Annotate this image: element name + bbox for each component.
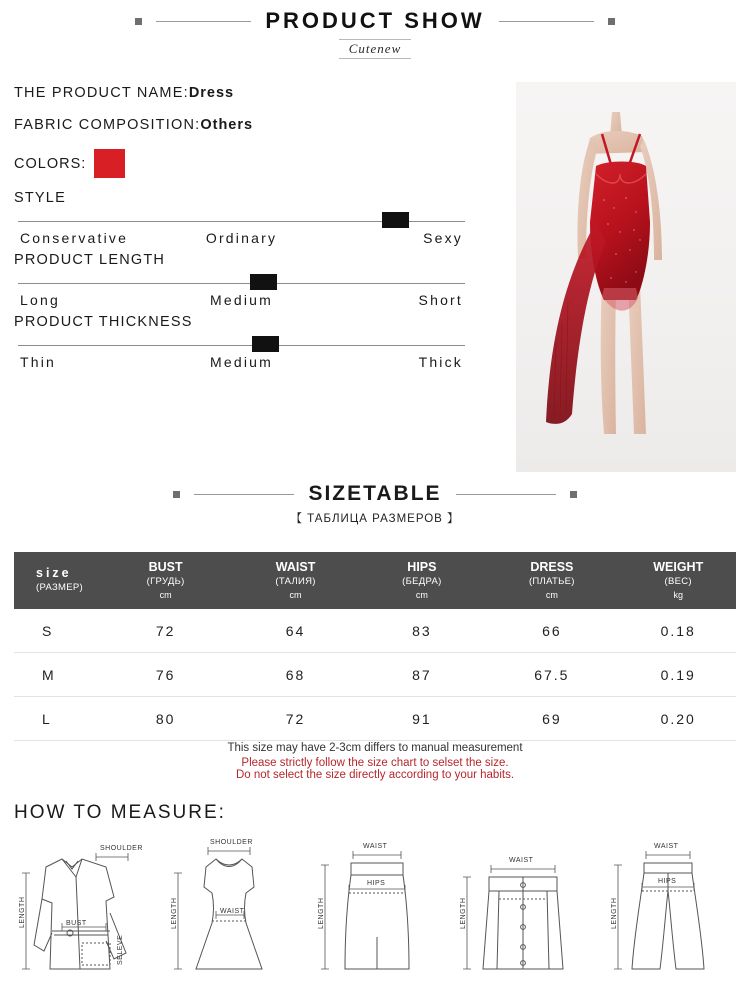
figure-mini-skirt: [453, 833, 593, 993]
group-options-style: [14, 228, 469, 246]
cell-size: M: [14, 652, 101, 696]
group-scale-thickness: [18, 332, 465, 352]
fabric-value: Others: [200, 117, 254, 133]
column-hips-unit: cm: [415, 589, 428, 600]
spec-group-style: [14, 190, 469, 246]
product-photo: [516, 82, 736, 472]
product-name-label: THE PRODUCT NAME:: [14, 85, 189, 101]
model-illustration: [516, 82, 736, 472]
note-line-3: Do not select the size directly according to your habits.: [235, 769, 515, 781]
column-weight-unit: kg: [673, 589, 683, 600]
caption-waist: WAIST: [508, 857, 533, 864]
fabric-label: FABRIC COMPOSITION:: [14, 117, 201, 133]
spec-group-thickness: [14, 314, 469, 370]
size-table-subtitle: 【 ТАБЛИЦА РАЗМЕРОВ 】: [290, 513, 460, 525]
size-table: [14, 552, 736, 741]
square-bullet-icon: [608, 18, 615, 25]
column-bust-ru: (ГРУДЬ): [146, 575, 185, 587]
caption-bust: BUST: [66, 920, 87, 927]
cell-bust: 72: [101, 609, 231, 653]
caption-length: LENGTH: [19, 896, 26, 928]
group-scale-length: [18, 270, 465, 290]
caption-shoulder: SHOULDER: [100, 845, 143, 852]
column-bust-unit: cm: [159, 589, 172, 600]
column-waist: [231, 552, 361, 609]
brand-name: Cutenew: [339, 39, 412, 59]
scale-rule: [18, 283, 465, 284]
column-size-ru: (РАЗМЕР): [36, 581, 83, 593]
cell-dress: 67.5: [483, 652, 620, 696]
measure-figures: [10, 828, 740, 993]
scale-rule: [18, 345, 465, 346]
note-line-1: This size may have 2-3cm differs to manual measurement: [227, 742, 523, 754]
caption-hips: HIPS: [658, 878, 677, 885]
cell-weight: 0.20: [620, 696, 736, 740]
column-hips: [361, 552, 484, 609]
caption-hips: HIPS: [367, 880, 386, 887]
page-header: [0, 0, 750, 62]
how-to-measure-title: HOW TO MEASURE:: [14, 802, 226, 823]
table-row: [14, 609, 736, 653]
option-conservative[interactable]: Conservative: [20, 230, 129, 246]
column-weight-en: WEIGHT: [653, 560, 704, 574]
cell-bust: 76: [101, 652, 231, 696]
page-title: PRODUCT SHOW: [265, 8, 485, 33]
caption-length: LENGTH: [611, 897, 618, 929]
group-title-style: STYLE: [14, 190, 66, 206]
table-row: [14, 652, 736, 696]
column-bust: [101, 552, 231, 609]
spec-fabric: [14, 117, 469, 133]
square-bullet-icon: [570, 491, 577, 498]
size-table-title-row: [0, 482, 750, 506]
product-spec-list: [14, 85, 469, 376]
column-waist-en: WAIST: [275, 560, 316, 574]
divider-right: [499, 21, 594, 22]
caption-sleeve: SELEVE: [117, 934, 124, 965]
cell-hips: 87: [361, 652, 484, 696]
note-line-2: Please strictly follow the size chart to selset the size.: [241, 757, 509, 769]
scale-marker-sexy: [382, 212, 409, 228]
option-medium[interactable]: Medium: [210, 292, 273, 308]
cell-bust: 80: [101, 696, 231, 740]
caption-length: LENGTH: [170, 897, 178, 929]
cell-dress: 66: [483, 609, 620, 653]
column-weight-ru: (ВЕС): [664, 575, 692, 587]
column-hips-en: HIPS: [407, 560, 437, 574]
option-long[interactable]: Long: [20, 292, 60, 308]
column-dress-en: DRESS: [530, 560, 574, 574]
group-options-thickness: [14, 352, 469, 370]
option-short[interactable]: Short: [418, 292, 464, 308]
divider-left: [194, 494, 294, 495]
cell-size: L: [14, 696, 101, 740]
colors-label: COLORS:: [14, 155, 87, 172]
spec-group-length: [14, 252, 469, 308]
column-waist-ru: (ТАЛИЯ): [275, 575, 316, 587]
brand-wrapper: [0, 39, 750, 59]
caption-waist: WAIST: [219, 908, 244, 915]
option-medium[interactable]: Medium: [210, 354, 273, 370]
group-title-length: PRODUCT LENGTH: [14, 252, 166, 268]
group-title-thickness: PRODUCT THICKNESS: [14, 314, 193, 330]
caption-length: LENGTH: [318, 897, 325, 929]
size-table-header: [0, 482, 750, 526]
header-title-row: [0, 8, 750, 34]
option-sexy[interactable]: Sexy: [423, 230, 464, 246]
caption-shoulder: SHOULDER: [209, 839, 253, 846]
cell-hips: 83: [361, 609, 484, 653]
group-options-length: [14, 290, 469, 308]
square-bullet-icon: [135, 18, 142, 25]
spec-colors: [14, 149, 469, 178]
option-thick[interactable]: Thick: [418, 354, 464, 370]
cell-waist: 68: [231, 652, 361, 696]
cell-size: S: [14, 609, 101, 653]
table-row: [14, 696, 736, 740]
option-ordinary[interactable]: Ordinary: [205, 230, 278, 246]
figure-pencil-skirt: [305, 833, 445, 993]
column-size: [14, 552, 101, 609]
column-size-en: size: [36, 566, 72, 581]
table-header-row: [14, 552, 736, 609]
column-bust-en: BUST: [148, 560, 183, 574]
cell-waist: 72: [231, 696, 361, 740]
spec-product-name: [14, 85, 469, 101]
figure-trousers: [600, 833, 740, 993]
column-weight: [620, 552, 736, 609]
column-dress-ru: (ПЛАТЬЕ): [528, 575, 575, 587]
color-swatch-red[interactable]: [94, 149, 125, 178]
figure-shirt: [10, 833, 150, 993]
caption-length: LENGTH: [459, 897, 467, 929]
cell-hips: 91: [361, 696, 484, 740]
scale-marker-medium: [252, 336, 279, 352]
column-dress-unit: cm: [545, 589, 558, 600]
cell-dress: 69: [483, 696, 620, 740]
column-dress: [483, 552, 620, 609]
column-waist-unit: cm: [289, 589, 302, 600]
product-name-value: Dress: [188, 85, 235, 101]
option-thin[interactable]: Thin: [20, 354, 57, 370]
cell-weight: 0.18: [620, 609, 736, 653]
column-hips-ru: (БЕДРА): [402, 575, 442, 587]
divider-right: [456, 494, 556, 495]
divider-left: [156, 21, 251, 22]
group-scale-style: [18, 208, 465, 228]
figure-tank-dress: [158, 833, 298, 993]
cell-waist: 64: [231, 609, 361, 653]
scale-marker-medium: [250, 274, 277, 290]
caption-waist: WAIST: [363, 843, 388, 850]
square-bullet-icon: [173, 491, 180, 498]
size-notes: [0, 742, 750, 781]
size-table-title: SIZETABLE: [308, 482, 442, 505]
caption-waist: WAIST: [654, 843, 679, 850]
cell-weight: 0.19: [620, 652, 736, 696]
